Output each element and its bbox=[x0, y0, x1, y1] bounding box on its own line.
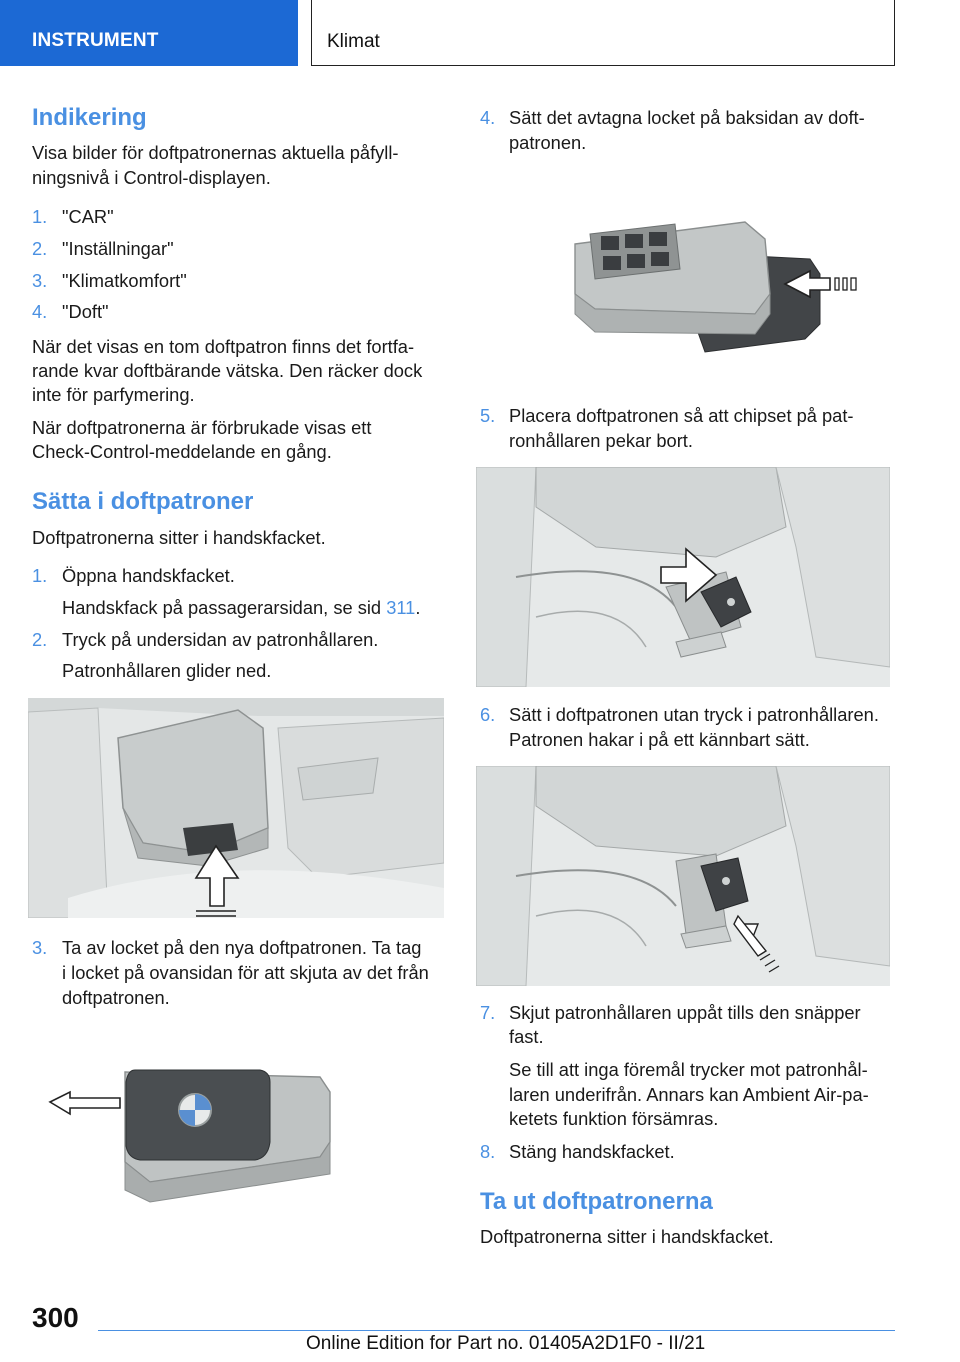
paragraph-line: När det visas en tom doftpatron finns det fortfa- bbox=[32, 336, 415, 357]
page-number: 300 bbox=[32, 1302, 79, 1333]
indikering-intro-2: ningsnivå i Control-displayen. bbox=[32, 167, 271, 188]
step-number: 3. bbox=[32, 270, 48, 291]
step-number: 4. bbox=[32, 301, 48, 322]
figure-lid-on-back bbox=[565, 214, 865, 354]
step-text: "Klimatkomfort" bbox=[62, 270, 187, 291]
figure-cartridge-in-holder bbox=[476, 766, 890, 986]
step-text: Stäng handskfacket. bbox=[509, 1141, 675, 1162]
step-number: 8. bbox=[480, 1141, 496, 1162]
paragraph-line: rande kvar doftbärande vätska. Den räcker dock bbox=[32, 360, 423, 381]
step-number: 3. bbox=[32, 937, 48, 958]
step-subtext: laren underifrån. Annars kan Ambient Air-pa- bbox=[509, 1084, 869, 1105]
step-text: "Doft" bbox=[62, 301, 109, 322]
indikering-intro-1: Visa bilder för doftpatronernas aktuella påfyll- bbox=[32, 142, 399, 163]
figure-cartridge-lid-removal bbox=[40, 1062, 360, 1212]
remove-intro: Doftpatronerna sitter i handskfacket. bbox=[480, 1226, 774, 1247]
footer-divider bbox=[98, 1330, 895, 1331]
step-subtext: Se till att inga föremål trycker mot patronhål- bbox=[509, 1059, 868, 1080]
step-number: 6. bbox=[480, 704, 496, 725]
step-text: Öppna handskfacket. bbox=[62, 565, 235, 586]
step-subtext-end: . bbox=[415, 597, 421, 618]
heading-remove: Ta ut doftpatronerna bbox=[480, 1188, 713, 1215]
step-subtext-body: Handskfack på passagerarsidan, se sid bbox=[62, 597, 382, 618]
chapter-tab bbox=[311, 0, 895, 66]
step-number: 7. bbox=[480, 1002, 496, 1023]
insert-intro: Doftpatronerna sitter i handskfacket. bbox=[32, 527, 326, 548]
heading-indikering: Indikering bbox=[32, 104, 147, 131]
section-tab bbox=[0, 0, 298, 66]
step-text: Skjut patronhållaren uppåt tills den snäpper bbox=[509, 1002, 861, 1023]
step-text: ronhållaren pekar bort. bbox=[509, 430, 693, 451]
figure-glovebox-holder bbox=[28, 698, 444, 918]
step-number: 2. bbox=[32, 629, 48, 650]
heading-insert: Sätta i doftpatroner bbox=[32, 488, 254, 515]
step-subtext: Patronhållaren glider ned. bbox=[62, 660, 272, 681]
step-text: Ta av locket på den nya doftpatronen. Ta tag bbox=[62, 937, 422, 958]
step-text: Placera doftpatronen så att chipset på pat- bbox=[509, 405, 854, 426]
section-label: INSTRUMENT bbox=[32, 30, 159, 51]
step-text: Tryck på undersidan av patronhållaren. bbox=[62, 629, 379, 650]
step-text: patronen. bbox=[509, 132, 587, 153]
step-number: 1. bbox=[32, 206, 48, 227]
step-number: 2. bbox=[32, 238, 48, 259]
step-text: doftpatronen. bbox=[62, 987, 170, 1008]
step-subtext bbox=[62, 595, 420, 620]
step-text: fast. bbox=[509, 1026, 544, 1047]
chapter-label: Klimat bbox=[327, 31, 380, 52]
step-subtext: ketets funktion försämras. bbox=[509, 1108, 719, 1129]
figure-place-cartridge bbox=[476, 467, 890, 687]
paragraph-line: Check-Control-meddelande en gång. bbox=[32, 441, 332, 462]
step-text: "Inställningar" bbox=[62, 238, 174, 259]
step-number: 4. bbox=[480, 107, 496, 128]
step-text: Sätt det avtagna locket på baksidan av doft- bbox=[509, 107, 865, 128]
step-text: i locket på ovansidan för att skjuta av det från bbox=[62, 962, 429, 983]
footer-edition: Online Edition for Part no. 01405A2D1F0 - II/21 bbox=[306, 1333, 706, 1354]
page-reference-link[interactable]: 311 bbox=[386, 597, 416, 618]
step-number: 5. bbox=[480, 405, 496, 426]
paragraph-line: När doftpatronerna är förbrukade visas ett bbox=[32, 417, 372, 438]
step-number: 1. bbox=[32, 565, 48, 586]
step-text: Sätt i doftpatronen utan tryck i patronhållaren. bbox=[509, 704, 879, 725]
paragraph-line: inte för parfymering. bbox=[32, 384, 195, 405]
step-text: Patronen hakar i på ett kännbart sätt. bbox=[509, 729, 810, 750]
step-text: "CAR" bbox=[62, 206, 114, 227]
